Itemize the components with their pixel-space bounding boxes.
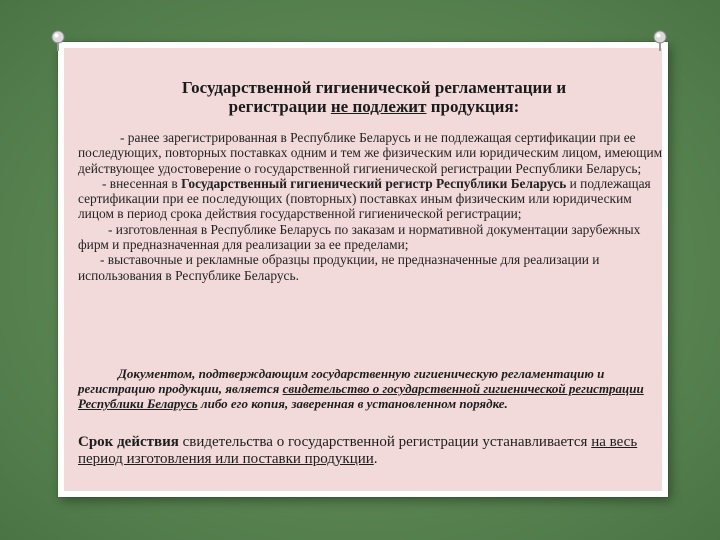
document-note-start: Документом, подтверждающим государственную гигиеническую регламентацию и регистрацию продукции, является xyxy=(78,366,605,397)
title-underlined-phrase: не подлежит xyxy=(330,97,427,116)
title-line-1: Государственной гигиенической регламентации и xyxy=(181,78,567,97)
document-note xyxy=(78,366,668,412)
list-item-register xyxy=(78,176,666,222)
list-item-registered: - ранее зарегистрированная в Республике Беларусь и не подлежащая сертификации при ее последующих, повторных поставках одним и тем же физическим или юридическим лицом, имеющим действующее удостоверение о государственной гигиенической регистрации Республики Беларусь; xyxy=(78,130,663,176)
validity-period: на весь период изготовления или поставки продукции xyxy=(78,434,638,467)
validity-text: свидетельства о государственной регистрации устанавливается xyxy=(182,434,588,450)
exemption-list xyxy=(78,130,666,283)
title-line-2-end: продукция: xyxy=(430,97,520,116)
register-name: Государственный гигиенический регистр Республики Беларусь xyxy=(181,175,567,191)
validity-end: . xyxy=(373,451,378,467)
slide-title xyxy=(124,78,624,116)
pushpin-left-icon xyxy=(50,30,66,52)
list-item-samples: - выставочные и рекламные образцы продукции, не предназначенные для реализации и использования в Республике Беларусь. xyxy=(78,252,600,283)
list-item-register-start: - внесенная в xyxy=(102,175,178,191)
validity-label: Срок действия xyxy=(78,434,179,450)
list-item-register-end: и подлежащая сертификации при ее последующих (повторных) поставках иным физическим или юридическим лицом в период срока действия государственной гигиенической регистрации; xyxy=(78,175,651,222)
list-item-export: - изготовленная в Республике Беларусь по заказам и нормативной документации зарубежных фирм и предназначенная для реализации за ее пределами; xyxy=(78,221,641,253)
certificate-name: свидетельство о государственной гигиенической регистрации Республики Беларусь xyxy=(78,381,644,412)
validity-note xyxy=(78,434,668,468)
title-line-2-start: регистрации xyxy=(228,97,327,116)
slide-card xyxy=(58,42,668,497)
pushpin-right-icon xyxy=(652,30,668,52)
document-note-end: либо его копия, заверенная в установленном порядке. xyxy=(200,396,508,412)
